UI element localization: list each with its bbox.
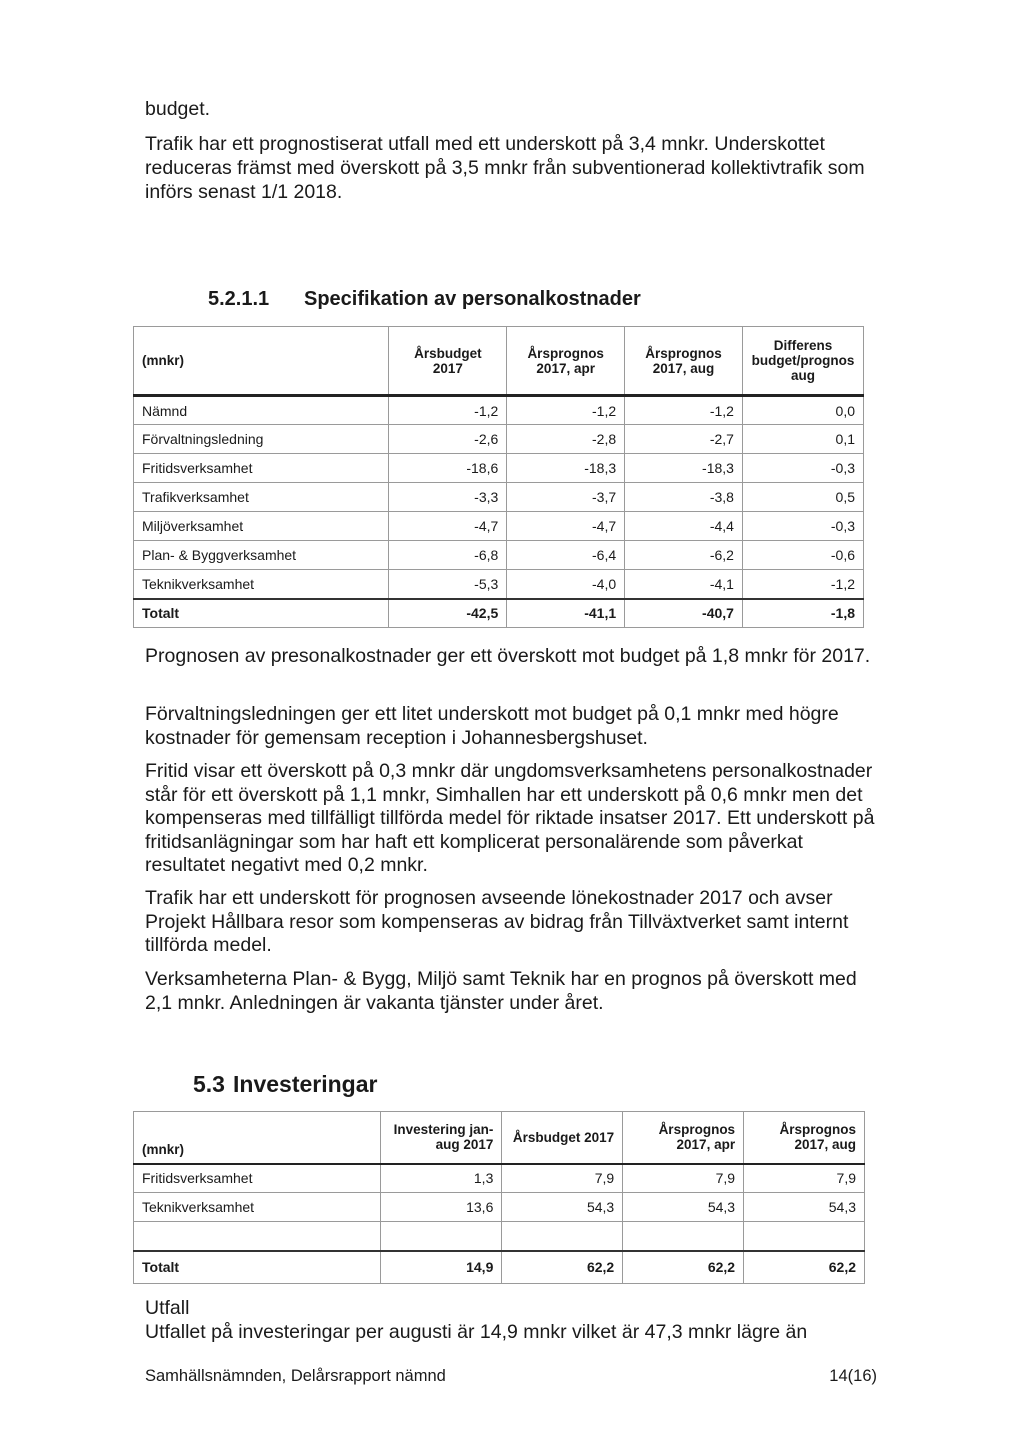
section-title: Investeringar: [233, 1071, 378, 1097]
cell: 7,9: [744, 1164, 865, 1193]
investment-table: [133, 1111, 865, 1284]
table-row: [134, 570, 864, 599]
row-label: Miljöverksamhet: [134, 512, 389, 541]
cell: 62,2: [502, 1251, 623, 1284]
cell: 1,3: [380, 1164, 502, 1193]
section-heading-investments: [193, 1071, 377, 1098]
cell: -4,0: [507, 570, 625, 599]
cell: 7,9: [502, 1164, 623, 1193]
cell: -6,8: [389, 541, 507, 570]
row-label: Teknikverksamhet: [134, 1193, 381, 1222]
intro-paragraph: Trafik har ett prognostiserat utfall med ett underskott på 3,4 mnkr. Underskottet reduceras främst med överskott på 3,5 mnkr från subventionerad kollektivtrafik som införs senast 1/1 2018.: [145, 133, 865, 203]
cell: -5,3: [389, 570, 507, 599]
table-total-row: [134, 599, 864, 628]
subheading-outcome: Utfall: [145, 1297, 190, 1319]
table-row: [134, 1193, 865, 1222]
column-header: Årsprognos 2017, apr: [623, 1112, 744, 1164]
column-header: Differens budget/prognos aug: [742, 327, 863, 396]
personnel-cost-table: [133, 326, 864, 628]
paragraph: Fritid visar ett överskott på 0,3 mnkr där ungdomsverksamhetens personalkostnader står för ett överskott på 1,1 mnkr, Simhallen har ett underskott på 0,6 mnkr men det kompenseras med tillfälligt tillförda medel för riktade insatser 2017. Ett underskott på fritidsanlägningar som har haft ett komplicerat personalärende som påverkat resultatet negativt med 0,2 mnkr.: [145, 760, 875, 876]
table-row-empty: [134, 1222, 865, 1251]
cell: 0,1: [742, 425, 863, 454]
row-label: Plan- & Byggverksamhet: [134, 541, 389, 570]
table-header-row: [134, 327, 864, 396]
cell: -4,1: [625, 570, 743, 599]
column-header: Årsprognos 2017, apr: [507, 327, 625, 396]
cell: -2,6: [389, 425, 507, 454]
cell: -6,2: [625, 541, 743, 570]
cell: -0,3: [742, 454, 863, 483]
table-header-row: [134, 1112, 865, 1164]
cell: -0,6: [742, 541, 863, 570]
cell: 62,2: [744, 1251, 865, 1284]
cell: [744, 1222, 865, 1251]
cell: [623, 1222, 744, 1251]
cell: -40,7: [625, 599, 743, 628]
cell: -42,5: [389, 599, 507, 628]
row-label: Förvaltningsledning: [134, 425, 389, 454]
cell: -1,2: [742, 570, 863, 599]
footer-title: Samhällsnämnden, Delårsrapport nämnd: [145, 1367, 446, 1385]
column-header: (mnkr): [134, 327, 389, 396]
cell: 62,2: [623, 1251, 744, 1284]
cell: [502, 1222, 623, 1251]
cell: -1,2: [389, 396, 507, 425]
paragraph: Prognosen av presonalkostnader ger ett överskott mot budget på 1,8 mnkr för 2017.: [145, 645, 871, 667]
cell: -6,4: [507, 541, 625, 570]
table-row: [134, 541, 864, 570]
cell: -4,4: [625, 512, 743, 541]
row-label: Trafikverksamhet: [134, 483, 389, 512]
section-number: 5.2.1.1: [208, 288, 270, 310]
column-header: Årsprognos 2017, aug: [744, 1112, 865, 1164]
cell: -18,3: [625, 454, 743, 483]
row-label: Totalt: [134, 1251, 381, 1284]
cell: -1,2: [507, 396, 625, 425]
paragraph: Trafik har ett underskott för prognosen avseende lönekostnader 2017 och avser Projekt Hållbara resor som kompenseras av bidrag från Tillväxtverket samt internt tillförda medel.: [145, 887, 849, 956]
table-row: [134, 1164, 865, 1193]
table-row: [134, 396, 864, 425]
section-heading-personnel: [208, 288, 641, 311]
cell: 54,3: [502, 1193, 623, 1222]
cell: -1,2: [625, 396, 743, 425]
row-label: Nämnd: [134, 396, 389, 425]
cell: -0,3: [742, 512, 863, 541]
cell: -3,8: [625, 483, 743, 512]
cell: -2,7: [625, 425, 743, 454]
cell: 54,3: [744, 1193, 865, 1222]
page-number: 14(16): [829, 1367, 877, 1385]
cell: [380, 1222, 502, 1251]
column-header: Investering jan-aug 2017: [380, 1112, 502, 1164]
column-header: Årsprognos 2017, aug: [625, 327, 743, 396]
cell: 0,5: [742, 483, 863, 512]
cell: -2,8: [507, 425, 625, 454]
section-title: Specifikation av personalkostnader: [304, 288, 641, 310]
column-header: Årsbudget 2017: [389, 327, 507, 396]
column-header: Årsbudget 2017: [502, 1112, 623, 1164]
row-label: [134, 1222, 381, 1251]
intro-fragment: budget.: [145, 98, 211, 120]
paragraph: Verksamheterna Plan- & Bygg, Miljö samt Teknik har en prognos på överskott med 2,1 mnkr. Anledningen är vakanta tjänster under året.: [145, 968, 857, 1014]
cell: -41,1: [507, 599, 625, 628]
paragraph: Utfallet på investeringar per augusti är 14,9 mnkr vilket är 47,3 mnkr lägre än: [145, 1321, 808, 1343]
section-number: 5.3: [193, 1071, 225, 1097]
cell: -3,7: [507, 483, 625, 512]
row-label: Fritidsverksamhet: [134, 1164, 381, 1193]
cell: -3,3: [389, 483, 507, 512]
row-label: Totalt: [134, 599, 389, 628]
table-row: [134, 454, 864, 483]
cell: -1,8: [742, 599, 863, 628]
cell: 13,6: [380, 1193, 502, 1222]
row-label: Teknikverksamhet: [134, 570, 389, 599]
table-row: [134, 512, 864, 541]
cell: -18,3: [507, 454, 625, 483]
paragraph: Förvaltningsledningen ger ett litet underskott mot budget på 0,1 mnkr med högre kostnader för gemensam reception i Johannesbergshuset.: [145, 703, 839, 749]
column-header: (mnkr): [134, 1112, 381, 1164]
cell: -4,7: [389, 512, 507, 541]
cell: 0,0: [742, 396, 863, 425]
row-label: Fritidsverksamhet: [134, 454, 389, 483]
table-row: [134, 483, 864, 512]
cell: -18,6: [389, 454, 507, 483]
cell: 7,9: [623, 1164, 744, 1193]
cell: 14,9: [380, 1251, 502, 1284]
table-row: [134, 425, 864, 454]
cell: 54,3: [623, 1193, 744, 1222]
cell: -4,7: [507, 512, 625, 541]
table-total-row: [134, 1251, 865, 1284]
